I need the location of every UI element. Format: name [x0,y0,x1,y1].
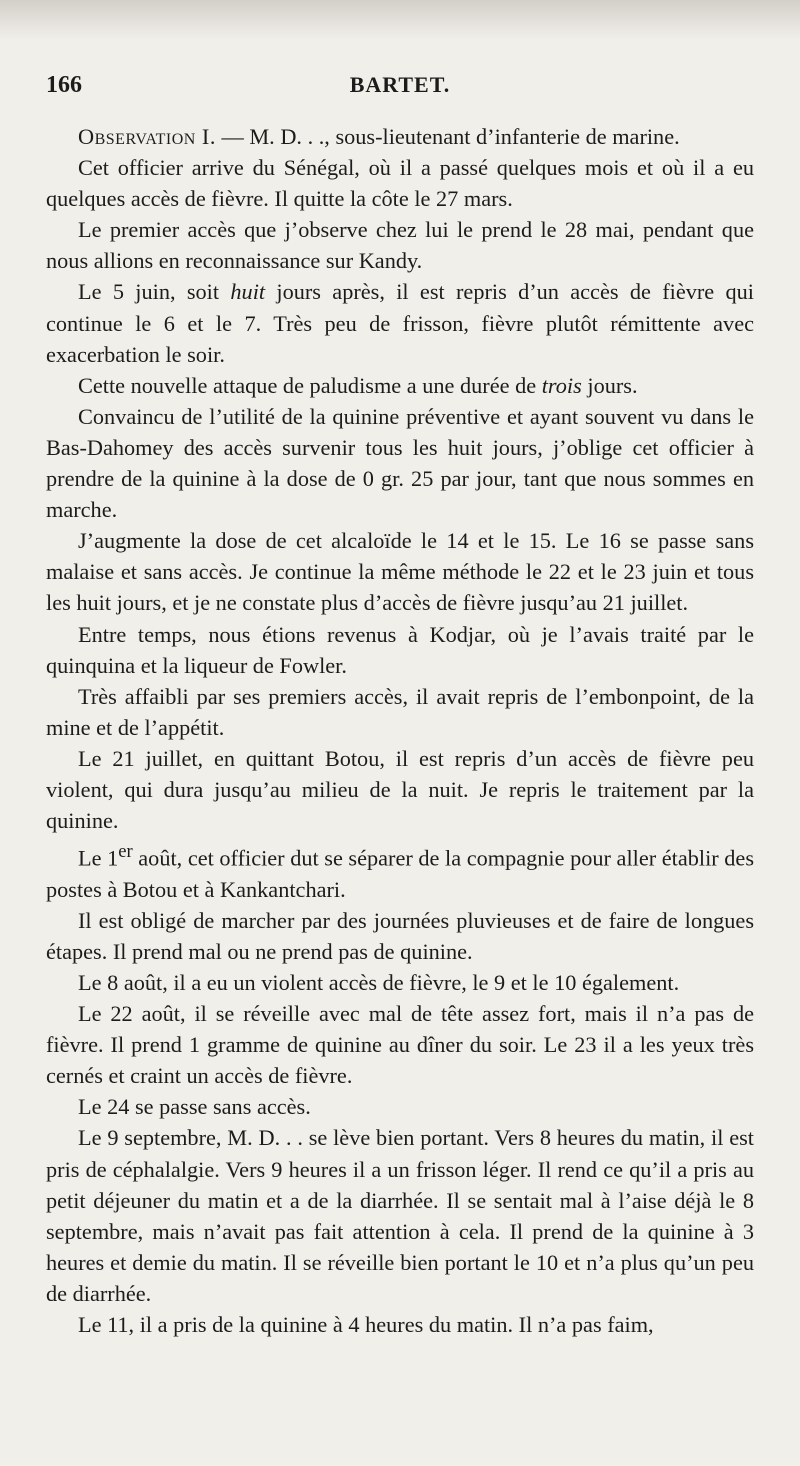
page-number: 166 [46,72,82,98]
paragraph: Le 11, il a pris de la quinine à 4 heures du matin. Il n’a pas faim, [78,1311,654,1337]
paragraph: Cette nouvelle attaque de paludisme a une durée de trois jours. [78,372,638,398]
superscript: er [118,841,133,863]
paragraph: Cet officier arrive du Sénégal, où il a passé quelques mois et où il a eu quelques accès de fièvre. Il quitte la côte le 27 mars. [46,155,754,212]
paragraph: Le 21 juillet, en quittant Botou, il est repris d’un accès de fièvre peu violent, qui dura jusqu’au milieu de la nuit. Je repris le traitement par la quinine. [46,745,754,834]
paragraph: Très affaibli par ses premiers accès, il avait repris de l’embonpoint, de la mine et de l’appétit. [46,683,754,740]
paragraph: Le 5 juin, soit huit jours après, il est repris d’un accès de fièvre qui continue le 6 et le 7. Très peu de frisson, fièvre plutôt rémittente avec exacerbation le soir. [46,279,754,367]
observation-heading: Observation I. [78,124,216,149]
running-head: BARTET. [349,72,451,97]
paragraph: Convaincu de l’utilité de la quinine préventive et ayant souvent vu dans le Bas-Dahomey des accès survenir tous les huit jours, j’oblige cet officier à prendre de la quinine à la dose de 0 gr. 25 par jour, tant que nous sommes en marche. [46,403,754,523]
paragraph: Entre temps, nous étions revenus à Kodjar, où je l’avais traité par le quinquina et la liqueur de Fowler. [46,621,754,678]
paragraph: Observation I. — M. D. . ., sous-lieutenant d’infanterie de marine. [78,124,680,149]
paragraph: Le 8 août, il a eu un violent accès de fièvre, le 9 et le 10 également. [78,969,680,995]
paragraph: Le 22 août, il se réveille avec mal de tête assez fort, mais il n’a pas de fièvre. Il prend 1 gramme de quinine au dîner du soir. Le 23 il a les yeux très cernés et craint un accès de fièvre. [46,1001,754,1089]
paragraph: Le premier accès que j’observe chez lui le prend le 28 mai, pendant que nous allions en reconnaissance sur Kandy. [46,217,754,274]
body-text [46,121,754,1340]
emphasis: huit [230,279,266,305]
paragraph: Le 9 septembre, M. D. . . se lève bien portant. Vers 8 heures du matin, il est pris de céphalalgie. Vers 9 heures il a un frisson léger. Il rend ce qu’il a pris au petit déjeuner du matin et a de la diarrhée. Il se sentait mal à l’aise déjà le 8 septembre, mais n’avait pas fait attention à cela. Il prend de la quinine à 3 heures et demie du matin. Il se réveille bien portant le 10 et n’a plus qu’un peu de diarrhée. [46,1125,754,1306]
paragraph: J’augmente la dose de cet alcaloïde le 14 et le 15. Le 16 se passe sans malaise et sans accès. Je continue la même méthode le 22 et le 23 juin et tous les huit jours, et je ne constate plus d’accès de fièvre jusqu’au 21 juillet. [46,528,754,616]
scan-edge-shadow [0,0,800,40]
emphasis: trois [541,372,582,398]
paragraph: Il est obligé de marcher par des journées pluvieuses et de faire de longues étapes. Il prend mal ou ne prend pas de quinine. [46,907,754,964]
paragraph: Le 1er août, cet officier dut se séparer de la compagnie pour aller établir des postes à Botou et à Kankantchari. [46,841,755,902]
paragraph: Le 24 se passe sans accès. [78,1094,311,1120]
